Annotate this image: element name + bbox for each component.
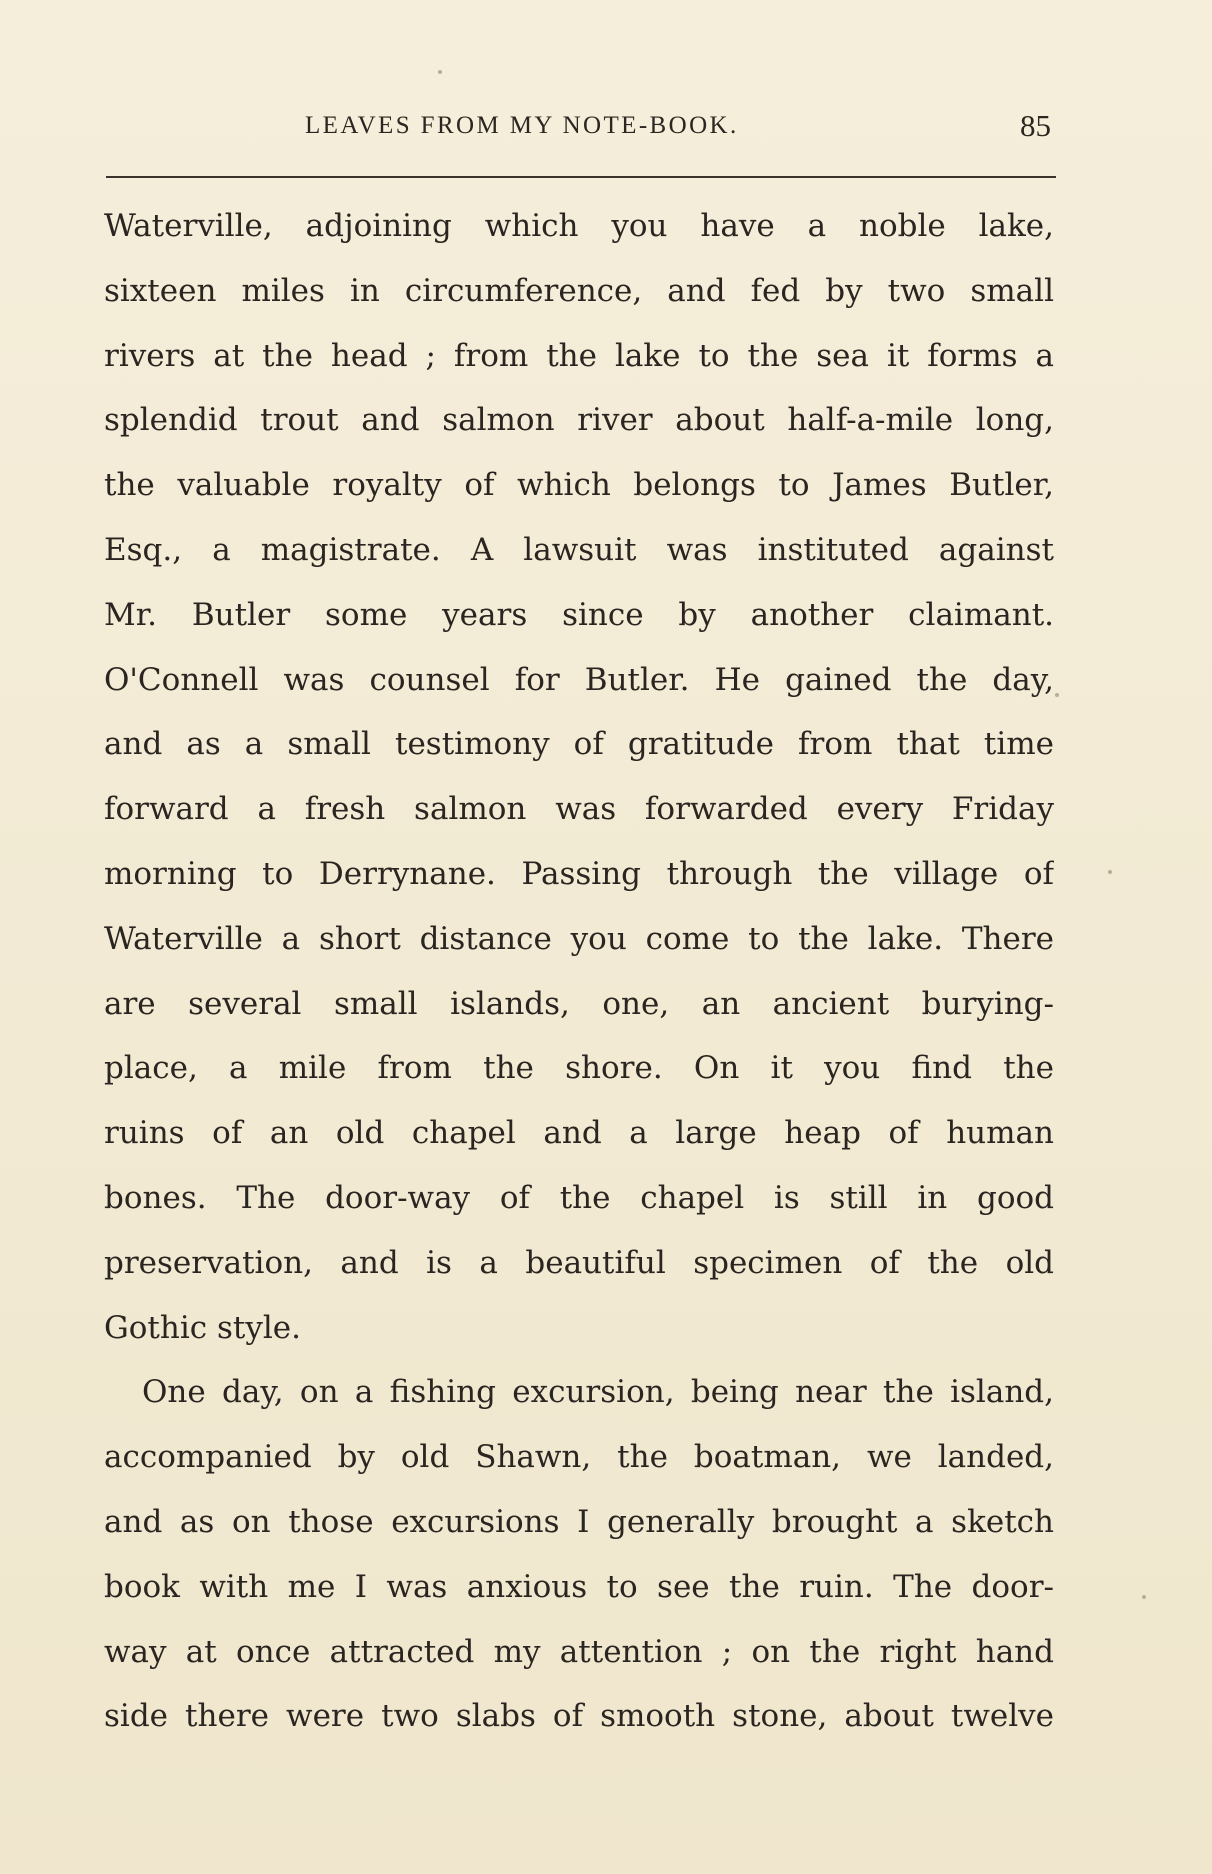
text-line: preservation, and is a beautiful specimen of the old — [104, 1244, 1054, 1281]
text-line: side there were two slabs of smooth stone, about twelve — [104, 1698, 1054, 1735]
paper-speck — [1108, 870, 1112, 874]
paper-speck — [1055, 693, 1059, 697]
text-line: morning to Derrynane. Passing through the village of — [104, 855, 1054, 892]
text-line: Waterville a short distance you come to the lake. There — [104, 920, 1054, 957]
text-line: sixteen miles in circumference, and fed by two small — [104, 272, 1054, 309]
page-number: 85 — [1020, 108, 1051, 143]
text-line: place, a mile from the shore. On it you find the — [104, 1050, 1054, 1087]
text-line: Waterville, adjoining which you have a noble lake, — [104, 208, 1054, 244]
header-rule — [106, 176, 1056, 178]
text-line: and as on those excursions I generally brought a sketch — [104, 1503, 1054, 1540]
text-line: are several small islands, one, an ancient burying- — [104, 985, 1054, 1022]
text-line: the valuable royalty of which belongs to James Butler, — [104, 467, 1054, 504]
text-line: book with me I was anxious to see the ruin. The door- — [104, 1568, 1054, 1605]
text-line: way at once attracted my attention ; on the right hand — [104, 1633, 1054, 1670]
text-line: accompanied by old Shawn, the boatman, we landed, — [104, 1439, 1054, 1476]
text-line: Mr. Butler some years since by another claimant. — [104, 596, 1054, 633]
text-line: ruins of an old chapel and a large heap of human — [104, 1115, 1054, 1152]
running-title: LEAVES FROM MY NOTE-BOOK. — [305, 112, 739, 139]
text-line: Esq., a magistrate. A lawsuit was instituted against — [104, 531, 1054, 568]
paper-speck — [438, 70, 442, 74]
text-line: O'Connell was counsel for Butler. He gained the day, — [104, 661, 1054, 698]
paragraph-1 — [104, 194, 1054, 1360]
text-line: bones. The door-way of the chapel is still in good — [104, 1179, 1054, 1216]
text-line: splendid trout and salmon river about half-a-mile long, — [104, 402, 1054, 439]
running-head — [0, 108, 1212, 152]
text-line: Gothic style. — [104, 1309, 301, 1346]
paragraph-2 — [104, 1360, 1054, 1749]
body-text — [104, 194, 1054, 1749]
text-line: rivers at the head ; from the lake to the sea it forms a — [104, 337, 1054, 374]
text-line: and as a small testimony of gratitude from that time — [104, 726, 1054, 763]
text-line: One day, on a fishing excursion, being near the island, — [142, 1374, 1054, 1411]
text-line: forward a fresh salmon was forwarded every Friday — [104, 791, 1054, 828]
paper-speck — [1142, 1595, 1146, 1599]
